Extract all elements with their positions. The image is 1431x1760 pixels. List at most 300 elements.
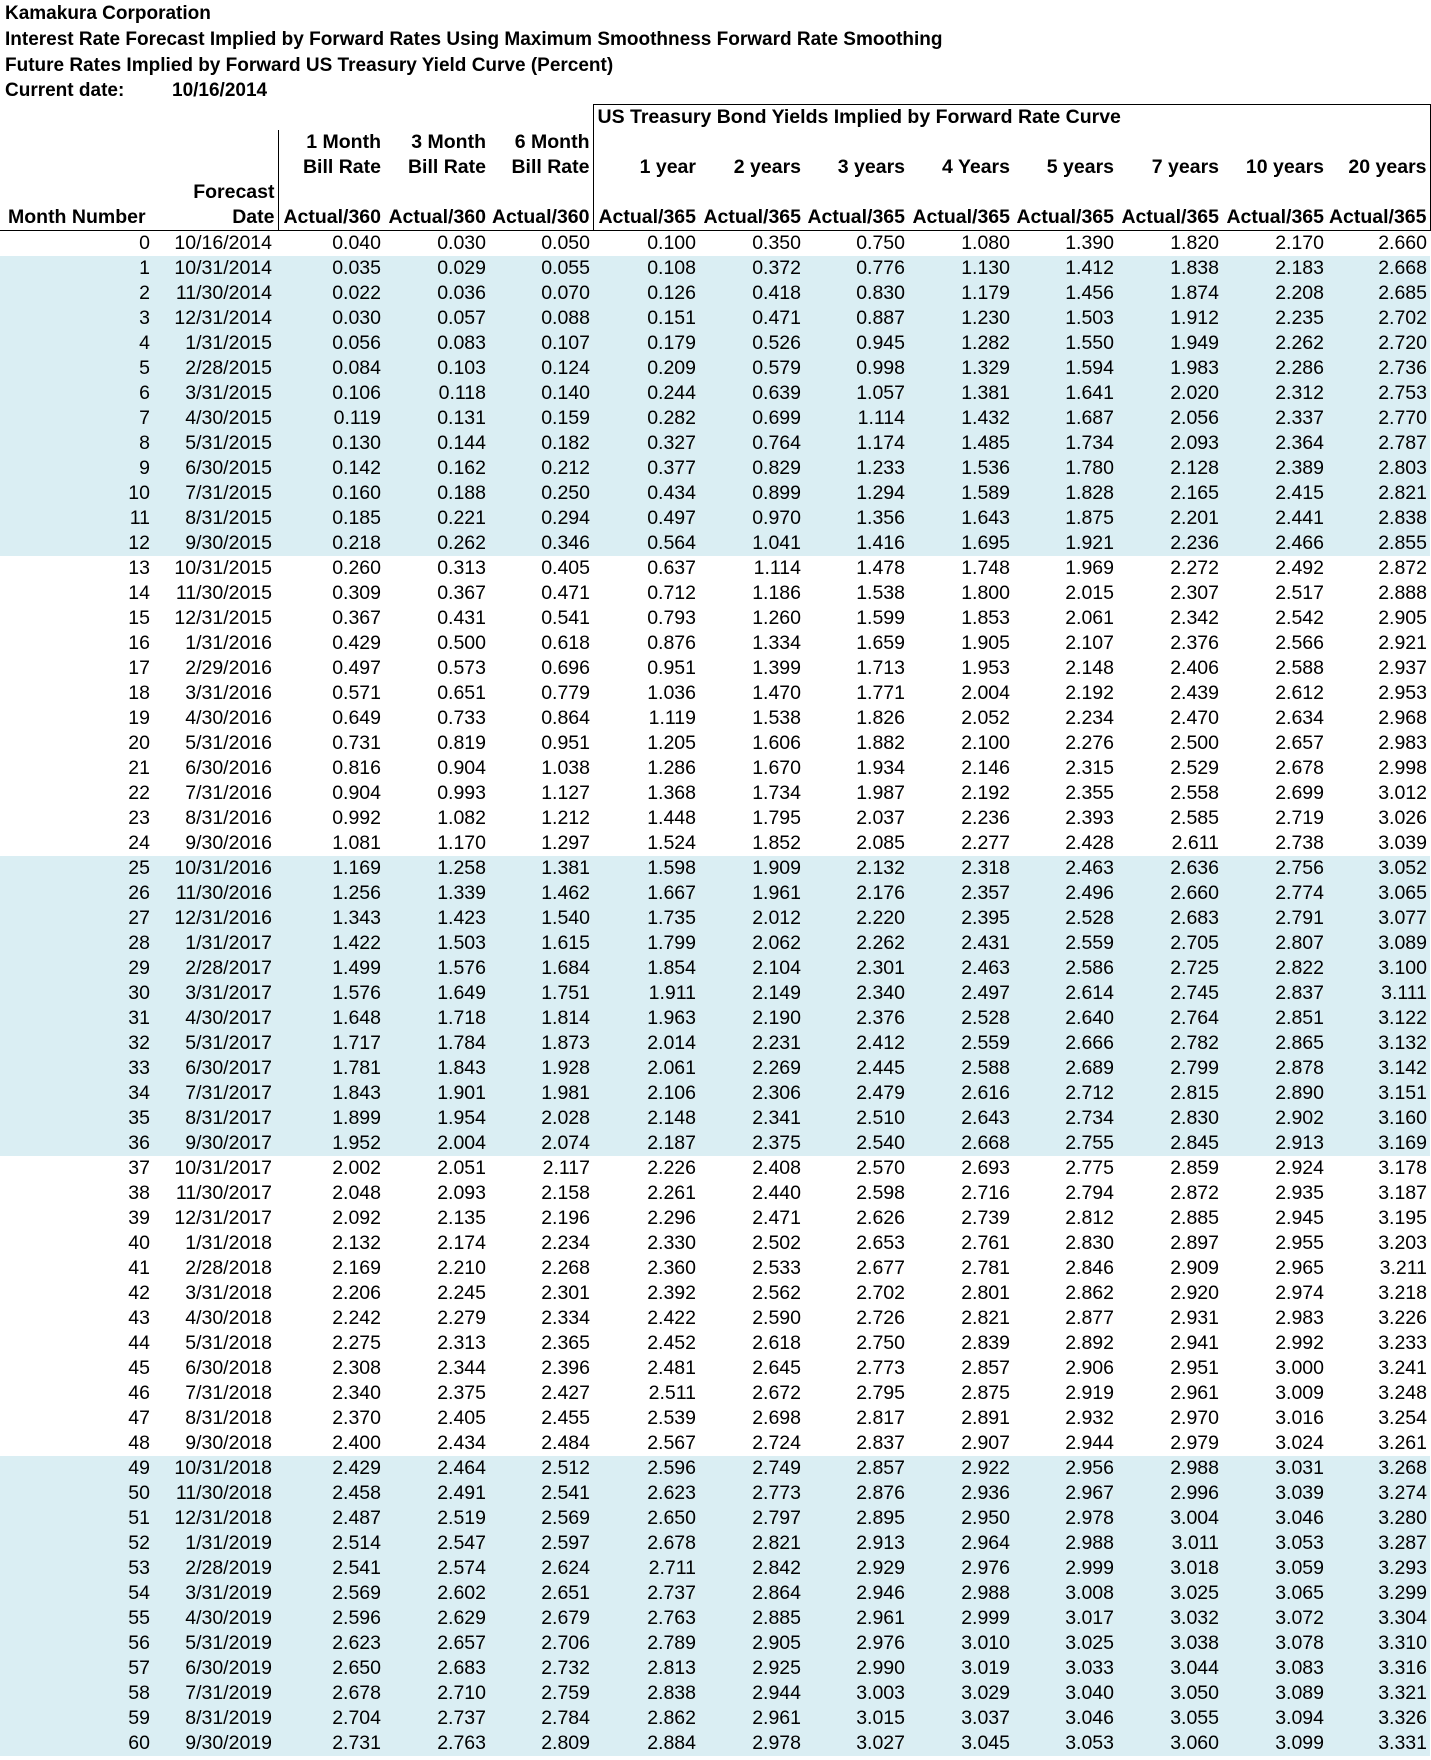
forecast-date-cell: 3/31/2016 [156, 681, 278, 706]
bond-7y-cell: 2.128 [1117, 456, 1222, 481]
forecast-date-cell: 10/31/2015 [156, 556, 278, 581]
month-number-cell: 46 [0, 1381, 156, 1406]
bill-6m-cell: 2.784 [489, 1706, 593, 1731]
bond-5y-cell: 1.503 [1013, 306, 1117, 331]
bill-3m-mid: Bill Rate [407, 156, 486, 178]
bill-6m-cell: 0.107 [489, 331, 593, 356]
month-number-cell: 18 [0, 681, 156, 706]
bond-7y-cell: 2.470 [1117, 706, 1222, 731]
bond-7y-cell: 2.439 [1117, 681, 1222, 706]
bond-20y-cell: 2.855 [1327, 531, 1430, 556]
bond-10y-cell: 2.678 [1222, 756, 1327, 781]
bond-5y-cell: 1.969 [1013, 556, 1117, 581]
bond-4y-cell: 3.010 [908, 1631, 1013, 1656]
bond-10y-cell: 3.089 [1222, 1681, 1327, 1706]
bond-20y-cell: 3.077 [1327, 906, 1430, 931]
bond-20y-cell: 3.169 [1327, 1131, 1430, 1156]
bond-3y-cell: 1.174 [804, 431, 908, 456]
bond-2y-cell: 2.905 [699, 1631, 804, 1656]
forecast-date-cell: 12/31/2018 [156, 1506, 278, 1531]
bond-4y-cell: 2.999 [908, 1606, 1013, 1631]
month-number-cell: 8 [0, 431, 156, 456]
bill-3m-cell: 0.651 [384, 681, 489, 706]
bond-2y-cell: 0.350 [699, 231, 804, 257]
month-number-cell: 20 [0, 731, 156, 756]
bond-2y-cell: 1.909 [699, 856, 804, 881]
bond-5y-cell: 2.640 [1013, 1006, 1117, 1031]
current-date-value: 10/16/2014 [172, 80, 268, 101]
month-number-cell: 4 [0, 331, 156, 356]
bond-3y-cell: 2.653 [804, 1231, 908, 1256]
bond-5y-cell: 2.689 [1013, 1056, 1117, 1081]
bond-3y-cell: 0.998 [804, 356, 908, 381]
bond-20y-cell: 3.226 [1327, 1306, 1430, 1331]
bill-6m-cell: 2.301 [489, 1281, 593, 1306]
bond-2y-cell: 2.562 [699, 1281, 804, 1306]
bill-3m-cell: 1.901 [384, 1081, 489, 1106]
bond-7y-cell: 2.830 [1117, 1106, 1222, 1131]
bond-3y-cell: 1.934 [804, 756, 908, 781]
bill-3m-cell: 2.210 [384, 1256, 489, 1281]
month-number-cell: 43 [0, 1306, 156, 1331]
bond-3y-cell: 2.598 [804, 1181, 908, 1206]
bond-4y-cell: 2.357 [908, 881, 1013, 906]
bond-7y-cell: 1.912 [1117, 306, 1222, 331]
bond-3y-cell: 0.887 [804, 306, 908, 331]
forecast-date-cell: 10/31/2017 [156, 1156, 278, 1181]
bond-4y-cell: 2.052 [908, 706, 1013, 731]
bond-20y-cell: 2.937 [1327, 656, 1430, 681]
bond-10y-cell: 2.992 [1222, 1331, 1327, 1356]
bond-10y-cell: 3.083 [1222, 1656, 1327, 1681]
bond-4y-cell: 2.528 [908, 1006, 1013, 1031]
forecast-date-cell: 11/30/2016 [156, 881, 278, 906]
bond-7y-cell: 2.764 [1117, 1006, 1222, 1031]
bond-20y-cell: 2.753 [1327, 381, 1430, 406]
bill-3m-cell: 0.083 [384, 331, 489, 356]
bond-7y-cell: 2.745 [1117, 981, 1222, 1006]
bill-3m-cell: 0.733 [384, 706, 489, 731]
bond-7y-cell: 2.342 [1117, 606, 1222, 631]
month-number-cell: 5 [0, 356, 156, 381]
bond-3y-cell: 1.882 [804, 731, 908, 756]
bond-1y-cell: 2.106 [593, 1081, 699, 1106]
bond-20y-cell: 3.274 [1327, 1481, 1430, 1506]
bond-7y-cell: 2.970 [1117, 1406, 1222, 1431]
bond-2y-cell: 1.734 [699, 781, 804, 806]
bond-10y-cell: 3.053 [1222, 1531, 1327, 1556]
bill-1m-cell: 1.499 [278, 956, 384, 981]
bond-1y-cell: 1.735 [593, 906, 699, 931]
daycount-1m: Actual/360 [278, 205, 384, 231]
bond-4y-cell: 1.080 [908, 231, 1013, 257]
bond-3y-cell: 2.037 [804, 806, 908, 831]
bill-3m-cell: 0.188 [384, 481, 489, 506]
forecast-header: Forecast [193, 181, 275, 203]
bond-3y-cell: 1.826 [804, 706, 908, 731]
forecast-date-cell: 4/30/2016 [156, 706, 278, 731]
bond-7y-cell: 3.025 [1117, 1581, 1222, 1606]
bond-1y-cell: 2.650 [593, 1506, 699, 1531]
table-row [0, 1331, 1430, 1356]
table-row [0, 281, 1430, 306]
bill-6m-cell: 2.651 [489, 1581, 593, 1606]
bond-2y-cell: 0.471 [699, 306, 804, 331]
bond-5y-cell: 1.641 [1013, 381, 1117, 406]
bond-3y-cell: 2.929 [804, 1556, 908, 1581]
bond-10y-cell: 2.208 [1222, 281, 1327, 306]
month-number-cell: 49 [0, 1456, 156, 1481]
bond-5y-cell: 2.148 [1013, 656, 1117, 681]
bond-1y-cell: 2.296 [593, 1206, 699, 1231]
bond-2y-cell: 0.526 [699, 331, 804, 356]
bill-1m-cell: 2.487 [278, 1506, 384, 1531]
bond-3y-cell: 2.773 [804, 1356, 908, 1381]
bond-7y-cell: 2.636 [1117, 856, 1222, 881]
forecast-date-cell: 11/30/2014 [156, 281, 278, 306]
bond-2y-cell: 2.149 [699, 981, 804, 1006]
bond-7y-cell: 2.909 [1117, 1256, 1222, 1281]
bond-4y-cell: 2.716 [908, 1181, 1013, 1206]
table-row [0, 806, 1430, 831]
bond-20y-cell: 3.151 [1327, 1081, 1430, 1106]
bond-1y-cell: 0.876 [593, 631, 699, 656]
forecast-date-cell: 7/31/2018 [156, 1381, 278, 1406]
month-number-cell: 32 [0, 1031, 156, 1056]
bond-20y-cell: 2.685 [1327, 281, 1430, 306]
bill-3m-cell: 0.057 [384, 306, 489, 331]
bill-3m-cell: 0.162 [384, 456, 489, 481]
table-row [0, 1256, 1430, 1281]
bond-7y-cell: 2.683 [1117, 906, 1222, 931]
bond-4y-cell: 1.643 [908, 506, 1013, 531]
bond-1y-cell: 1.119 [593, 706, 699, 731]
bond-10y-cell: 2.312 [1222, 381, 1327, 406]
bill-6m-cell: 1.381 [489, 856, 593, 881]
bond-3y-cell: 1.599 [804, 606, 908, 631]
bill-6m-cell: 0.779 [489, 681, 593, 706]
bond-7y-cell: 2.961 [1117, 1381, 1222, 1406]
bill-1m-cell: 0.040 [278, 231, 384, 257]
bond-7y-cell: 2.845 [1117, 1131, 1222, 1156]
daycount-6m: Actual/360 [489, 205, 593, 231]
month-number-cell: 28 [0, 931, 156, 956]
bond-5y-cell: 2.999 [1013, 1556, 1117, 1581]
bond-3y-cell: 3.027 [804, 1731, 908, 1756]
bond-5y-cell: 2.712 [1013, 1081, 1117, 1106]
forecast-date-cell: 9/30/2017 [156, 1131, 278, 1156]
bond-4y-cell: 2.616 [908, 1081, 1013, 1106]
bond-4y-cell: 1.905 [908, 631, 1013, 656]
table-row [0, 381, 1430, 406]
bill-1m-cell: 2.514 [278, 1531, 384, 1556]
bill-6m-cell: 2.624 [489, 1556, 593, 1581]
bill-3m-cell: 2.491 [384, 1481, 489, 1506]
bill-3m-cell: 2.405 [384, 1406, 489, 1431]
bond-1y-cell: 0.434 [593, 481, 699, 506]
bond-1y-cell: 2.226 [593, 1156, 699, 1181]
bond-7y-cell: 2.885 [1117, 1206, 1222, 1231]
bond-5y-label: 5 years [1046, 156, 1114, 178]
bill-6m-cell: 2.732 [489, 1656, 593, 1681]
bond-2y-cell: 2.749 [699, 1456, 804, 1481]
bill-3m-cell: 2.602 [384, 1581, 489, 1606]
month-number-cell: 26 [0, 881, 156, 906]
bill-1m-cell: 0.119 [278, 406, 384, 431]
bond-10y-cell: 2.974 [1222, 1281, 1327, 1306]
bond-4y-cell: 3.019 [908, 1656, 1013, 1681]
bill-3m-cell: 1.423 [384, 906, 489, 931]
bond-3y-cell: 2.085 [804, 831, 908, 856]
bond-4y-cell: 2.236 [908, 806, 1013, 831]
forecast-date-cell: 5/31/2015 [156, 431, 278, 456]
forecast-date-cell: 1/31/2019 [156, 1531, 278, 1556]
bond-5y-cell: 2.755 [1013, 1131, 1117, 1156]
bond-2y-cell: 0.372 [699, 256, 804, 281]
bill-3m-cell: 0.500 [384, 631, 489, 656]
bond-7y-cell: 2.951 [1117, 1356, 1222, 1381]
bond-2y-cell: 0.639 [699, 381, 804, 406]
forecast-date-cell: 5/31/2016 [156, 731, 278, 756]
bond-5y-cell: 2.528 [1013, 906, 1117, 931]
bond-10y-cell: 2.657 [1222, 731, 1327, 756]
bond-10y-cell: 3.094 [1222, 1706, 1327, 1731]
bill-3m-cell: 1.649 [384, 981, 489, 1006]
report-subtitle: Future Rates Implied by Forward US Treasury Yield Curve (Percent) [5, 55, 614, 76]
bond-2y-cell: 1.470 [699, 681, 804, 706]
bond-7y-cell: 2.165 [1117, 481, 1222, 506]
bond-2y-cell: 0.899 [699, 481, 804, 506]
table-row [0, 1281, 1430, 1306]
month-number-cell: 41 [0, 1256, 156, 1281]
bill-1m-cell: 0.185 [278, 506, 384, 531]
bill-1m-cell: 1.843 [278, 1081, 384, 1106]
table-row [0, 631, 1430, 656]
bond-5y-cell: 2.988 [1013, 1531, 1117, 1556]
bill-6m-cell: 0.250 [489, 481, 593, 506]
bill-3m-cell: 0.118 [384, 381, 489, 406]
forecast-date-cell: 5/31/2017 [156, 1031, 278, 1056]
month-number-cell: 9 [0, 456, 156, 481]
bond-5y-cell: 2.877 [1013, 1306, 1117, 1331]
bond-10y-cell: 2.441 [1222, 506, 1327, 531]
bond-2y-cell: 0.970 [699, 506, 804, 531]
bond-10y-cell: 2.286 [1222, 356, 1327, 381]
bond-2y-cell: 2.698 [699, 1406, 804, 1431]
bond-4y-cell: 2.100 [908, 731, 1013, 756]
bond-10y-cell: 2.389 [1222, 456, 1327, 481]
bond-4y-cell: 2.891 [908, 1406, 1013, 1431]
bond-2y-cell: 1.795 [699, 806, 804, 831]
bond-7y-cell: 1.838 [1117, 256, 1222, 281]
bond-2y-cell: 1.186 [699, 581, 804, 606]
month-number-cell: 12 [0, 531, 156, 556]
bond-5y-cell: 3.046 [1013, 1706, 1117, 1731]
bond-20y-cell: 2.787 [1327, 431, 1430, 456]
ust-group-header: US Treasury Bond Yields Implied by Forward Rate Curve [593, 105, 1430, 131]
bill-3m-cell: 1.843 [384, 1056, 489, 1081]
bond-1y-cell: 1.799 [593, 931, 699, 956]
bond-20y-cell: 3.111 [1327, 981, 1430, 1006]
bond-10y-cell: 2.774 [1222, 881, 1327, 906]
bill-6m-cell: 2.117 [489, 1156, 593, 1181]
month-number-cell: 17 [0, 656, 156, 681]
bill-6m-cell: 2.334 [489, 1306, 593, 1331]
bond-2y-cell: 2.341 [699, 1106, 804, 1131]
bond-4y-cell: 2.922 [908, 1456, 1013, 1481]
forecast-date-cell: 3/31/2017 [156, 981, 278, 1006]
bond-4y-cell: 1.748 [908, 556, 1013, 581]
bond-20y-cell: 2.872 [1327, 556, 1430, 581]
month-number-cell: 37 [0, 1156, 156, 1181]
bill-6m-cell: 1.540 [489, 906, 593, 931]
bond-10y-cell: 3.072 [1222, 1606, 1327, 1631]
bond-7y-cell: 1.874 [1117, 281, 1222, 306]
bond-1y-cell: 0.377 [593, 456, 699, 481]
bond-7y-cell: 3.044 [1117, 1656, 1222, 1681]
bond-20y-cell: 3.203 [1327, 1231, 1430, 1256]
bond-2y-cell: 2.408 [699, 1156, 804, 1181]
bill-6m-cell: 2.455 [489, 1406, 593, 1431]
month-number-cell: 34 [0, 1081, 156, 1106]
month-number-cell: 47 [0, 1406, 156, 1431]
table-row [0, 1531, 1430, 1556]
bond-10y-cell: 2.415 [1222, 481, 1327, 506]
bond-1y-cell: 2.481 [593, 1356, 699, 1381]
bill-1m-cell: 0.030 [278, 306, 384, 331]
bond-10y-cell: 2.955 [1222, 1231, 1327, 1256]
forecast-date-cell: 6/30/2016 [156, 756, 278, 781]
table-row [0, 1631, 1430, 1656]
forecast-date-cell: 2/28/2017 [156, 956, 278, 981]
bond-5y-cell: 1.412 [1013, 256, 1117, 281]
bond-4y-cell: 2.668 [908, 1131, 1013, 1156]
month-number-cell: 15 [0, 606, 156, 631]
bill-6m-cell: 0.182 [489, 431, 593, 456]
bond-2y-cell: 2.471 [699, 1206, 804, 1231]
table-row [0, 481, 1430, 506]
forecast-date-cell: 12/31/2015 [156, 606, 278, 631]
bond-1y-cell: 2.061 [593, 1056, 699, 1081]
month-number-cell: 52 [0, 1531, 156, 1556]
company-title: Kamakura Corporation [5, 3, 211, 24]
bond-4y-cell: 2.588 [908, 1056, 1013, 1081]
forecast-date-cell: 12/31/2017 [156, 1206, 278, 1231]
bond-7y-cell: 2.307 [1117, 581, 1222, 606]
bond-20y-cell: 3.160 [1327, 1106, 1430, 1131]
table-row [0, 1006, 1430, 1031]
bill-1m-cell: 1.648 [278, 1006, 384, 1031]
daycount-5y: Actual/365 [1013, 205, 1117, 231]
bond-10y-cell: 2.170 [1222, 231, 1327, 257]
bill-1m-cell: 0.649 [278, 706, 384, 731]
table-body [0, 231, 1430, 1757]
forecast-date-cell: 10/31/2016 [156, 856, 278, 881]
bond-5y-cell: 2.355 [1013, 781, 1117, 806]
bond-2y-cell: 0.418 [699, 281, 804, 306]
bond-5y-cell: 2.812 [1013, 1206, 1117, 1231]
bond-3y-cell: 2.961 [804, 1606, 908, 1631]
month-number-cell: 53 [0, 1556, 156, 1581]
month-number-cell: 13 [0, 556, 156, 581]
bond-3y-cell: 2.837 [804, 1431, 908, 1456]
bond-1y-cell: 1.286 [593, 756, 699, 781]
month-number-cell: 51 [0, 1506, 156, 1531]
forecast-date-cell: 11/30/2015 [156, 581, 278, 606]
bond-2y-cell: 2.012 [699, 906, 804, 931]
bill-1m-top: 1 Month [278, 130, 384, 155]
bond-2y-cell: 2.885 [699, 1606, 804, 1631]
table-row [0, 906, 1430, 931]
month-number-cell: 42 [0, 1281, 156, 1306]
bond-20y-cell: 3.293 [1327, 1556, 1430, 1581]
month-number-cell: 30 [0, 981, 156, 1006]
bond-3y-cell: 2.677 [804, 1256, 908, 1281]
bond-4y-cell: 1.853 [908, 606, 1013, 631]
table-row [0, 1156, 1430, 1181]
bond-1y-cell: 2.884 [593, 1731, 699, 1756]
bond-3y-cell: 2.976 [804, 1631, 908, 1656]
daycount-3y: Actual/365 [804, 205, 908, 231]
bond-1y-cell: 1.911 [593, 981, 699, 1006]
table-row [0, 981, 1430, 1006]
bond-7y-cell: 2.979 [1117, 1431, 1222, 1456]
bond-10y-cell: 3.078 [1222, 1631, 1327, 1656]
table-row [0, 406, 1430, 431]
bill-3m-cell: 2.574 [384, 1556, 489, 1581]
bill-6m-cell: 2.074 [489, 1131, 593, 1156]
bond-2y-cell: 1.399 [699, 656, 804, 681]
bond-3y-cell: 2.795 [804, 1381, 908, 1406]
month-number-cell: 44 [0, 1331, 156, 1356]
bond-2y-cell: 1.852 [699, 831, 804, 856]
bill-6m-cell: 2.158 [489, 1181, 593, 1206]
bill-6m-cell: 2.396 [489, 1356, 593, 1381]
bond-3y-cell: 2.990 [804, 1656, 908, 1681]
forecast-date-cell: 8/31/2017 [156, 1106, 278, 1131]
bond-4y-cell: 3.029 [908, 1681, 1013, 1706]
bill-6m-cell: 0.541 [489, 606, 593, 631]
bill-1m-cell: 2.340 [278, 1381, 384, 1406]
bill-1m-cell: 2.569 [278, 1581, 384, 1606]
table-row [0, 1031, 1430, 1056]
table-row [0, 856, 1430, 881]
bond-10y-cell: 2.466 [1222, 531, 1327, 556]
bond-20y-cell: 2.998 [1327, 756, 1430, 781]
bill-6m-cell: 0.618 [489, 631, 593, 656]
bill-3m-cell: 2.629 [384, 1606, 489, 1631]
bond-10y-cell: 2.738 [1222, 831, 1327, 856]
bill-1m-cell: 0.816 [278, 756, 384, 781]
month-number-cell: 21 [0, 756, 156, 781]
forecast-date-cell: 3/31/2015 [156, 381, 278, 406]
bill-6m-cell: 2.427 [489, 1381, 593, 1406]
forecast-date-cell: 6/30/2019 [156, 1656, 278, 1681]
bond-1y-cell: 1.667 [593, 881, 699, 906]
month-number-cell: 33 [0, 1056, 156, 1081]
bond-10y-cell: 2.492 [1222, 556, 1327, 581]
bond-20y-cell: 3.039 [1327, 831, 1430, 856]
bond-10y-cell: 2.756 [1222, 856, 1327, 881]
month-number-cell: 14 [0, 581, 156, 606]
bill-6m-cell: 0.951 [489, 731, 593, 756]
bill-6m-top: 6 Month [514, 131, 590, 153]
bond-7y-cell: 1.983 [1117, 356, 1222, 381]
bond-3y-cell: 3.015 [804, 1706, 908, 1731]
bond-3y-cell: 2.132 [804, 856, 908, 881]
bond-5y-cell: 1.390 [1013, 231, 1117, 257]
bill-6m-cell: 2.234 [489, 1231, 593, 1256]
